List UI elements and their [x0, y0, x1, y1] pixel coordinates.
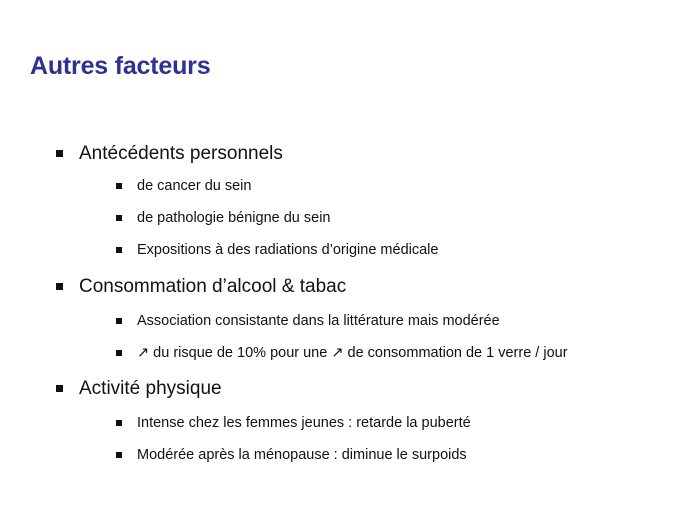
bullet-text: de cancer du sein [137, 178, 252, 194]
bullet-text: Modérée après la ménopause : diminue le surpoids [137, 447, 467, 463]
square-bullet-icon [116, 183, 122, 189]
square-bullet-icon [116, 247, 122, 253]
bullet-text: ↗ du risque de 10% pour une ↗ de consommation de 1 verre / jour [137, 345, 568, 361]
square-bullet-icon [116, 350, 122, 356]
bullet-text: Activité physique [79, 378, 222, 399]
square-bullet-icon [56, 283, 63, 290]
square-bullet-icon [116, 452, 122, 458]
bullet-text: Association consistante dans la littérature mais modérée [137, 313, 500, 329]
bullet-text: Intense chez les femmes jeunes : retarde la puberté [137, 415, 471, 431]
bullet-text: Antécédents personnels [79, 143, 283, 164]
square-bullet-icon [116, 215, 122, 221]
bullet-text: Consommation d’alcool & tabac [79, 276, 347, 297]
bullet-text: Expositions à des radiations d’origine médicale [137, 242, 439, 258]
square-bullet-icon [56, 150, 63, 157]
square-bullet-icon [116, 420, 122, 426]
square-bullet-icon [56, 385, 63, 392]
bullet-text: de pathologie bénigne du sein [137, 210, 331, 226]
slide-title: Autres facteurs [30, 52, 211, 80]
square-bullet-icon [116, 318, 122, 324]
